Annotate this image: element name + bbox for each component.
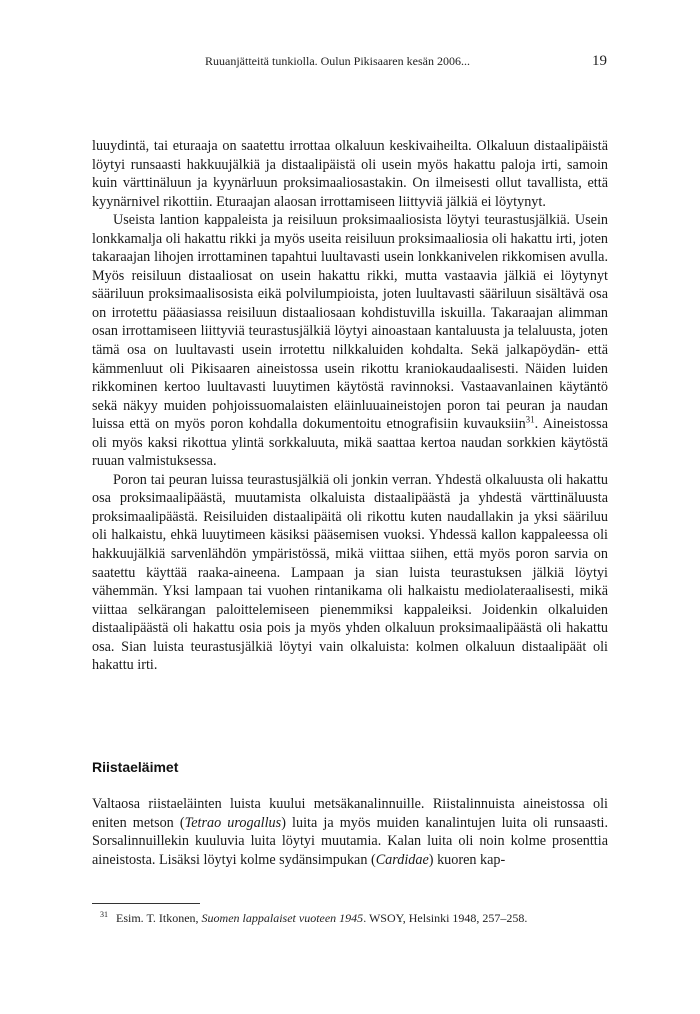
footnote-divider bbox=[92, 903, 200, 904]
paragraph-4-c: ) kuoren kap- bbox=[428, 851, 506, 868]
paragraph-2-end: . Aineistossa oli myös kaksi rikottua ylintä sorkkaluuta, mikä saattaa kertoa naudan sorkkien käytöstä ruuan valmistuksessa. bbox=[92, 416, 609, 470]
body-text bbox=[92, 137, 608, 675]
species-name-1: Tetrao urogallus bbox=[184, 814, 282, 831]
paragraph-4-a: Valtaosa riistaeläinten luista kuului metsäkanalinnuille. Riistalinnuista aineistossa oli eniten metson ( bbox=[92, 796, 608, 831]
species-name-2: Cardidae bbox=[375, 851, 429, 868]
paragraph-1: luuydintä, tai eturaaja on saatettu irrottaa olkaluun keskivaiheilta. Olkaluun distaalipäistä löytyi runsaasti hakkuujälkiä ja distaalipäistä oli usein myös hakattu paloja irti, samoin kuin värttinäluun ja kyynärluun proksimaaliosastakin. On ilmeisesti ollut tavallista, että kyynärnivel rikottiin. Eturaajan alaosan irrottamiseen liittyviä jälkiä ei löytynyt. bbox=[92, 138, 608, 210]
page-number: 19 bbox=[592, 53, 607, 69]
footnote bbox=[100, 911, 600, 926]
footnote-reference[interactable]: 31 bbox=[525, 414, 535, 425]
footnote-title: Suomen lappalaiset vuoteen 1945 bbox=[201, 911, 364, 925]
running-head: Ruuanjätteitä tunkiolla. Oulun Pikisaaren kesän 2006... bbox=[205, 54, 470, 68]
paragraph-2-start: Useista lantion kappaleista ja reisiluun proksimaaliosista löytyi teurastusjälkiä. Usein lonkkamalja oli hakattu rikki ja myös useita reisiluun proksimaaliosia oli hakattu irti, joten takaraajan lihojen irrottaminen tapahtui luultavasti usein lonkkanivelen rikkomisen avulla. Myös reisiluun distaaliosat on usein hakattu rikki, mutta vastaavia jälkiä ei löytynyt sääriluun proksimaalisosista eikä polvilumpioista, joten luultavasti sääriluun sisältävä osa on irrotettu pääasiassa reisiluun distaaliosaan kohdistuvilla iskuilla. Takaraajan alimman osan irrottamiseen liittyviä teurastusjälkiä löytyi ainoastaan kantaluusta ja telaluusta, joten tämä osa on luultavasti usein irrotettu nilkkaluiden kohdalta. Sekä jalkapöydän- että kämmenluut oli Pikisaaren aineistossa usein rikottu kraniokaudaalisesti. Näiden luiden rikkominen kertoo luultavasti luuytimen käytöstä ravinnoksi. Vastaavanlainen käytäntö sekä näkyy muiden pohjoissuomalaisten eläinluuaineistojen poron tai peuran ja naudan luissa että on myös poron kohdalla dokumentoitu etnografisiin kuvauksiin bbox=[92, 212, 608, 433]
paragraph-2 bbox=[92, 211, 608, 471]
paragraph-4-b: ) luita ja myös muiden kanalintujen luita oli runsaasti. Sorsalinnuillekin kuuluvia luita löytyi muutamia. Kalan luita oli noin kolme prosenttia aineistosta. Lisäksi löytyi kolme sydänsimpukan ( bbox=[92, 814, 609, 868]
paragraph-3: Poron tai peuran luissa teurastusjälkiä oli jonkin verran. Yhdestä olkaluusta oli hakattu osa proksimaalipäästä, muutamista olkaluista distaalipäästä ja yhdestä värttinäluusta proksimaalipäästä. Reisiluiden distaalipäitä oli rikottu kuten naudallakin ja yksi sääriluu oli halkaistu, ehkä luuytimeen käsiksi pääsemisen vuoksi. Yhdessä kallon kappaleessa oli hakkuujälkiä sarvenlähdön ympäristössä, mikä viittaa siihen, että myös poron sarvia on saatettu käyttää raaka-aineena. Lampaan ja sian luista teurastuksen jälkiä löytyi vähemmän. Yksi lampaan tai vuohen rintanikama oli halkaistu mediolateraalisesti, mikä viittaa selkärangan paloittelemiseen pienemmiksi kappaleiksi. Joidenkin olkaluiden distaalipäästä oli hakattu osia pois ja myös yhden olkaluun proksimaalipäästä oli hakattu osa. Sian luista teurastusjälkiä löytyi vain olkaluista: kolmen olkaluun distaalipäät oli hakattu irti. bbox=[92, 471, 608, 674]
paragraph-4 bbox=[92, 795, 608, 869]
body-text-section bbox=[92, 795, 608, 869]
footnote-text-b: . WSOY, Helsinki 1948, 257–258. bbox=[363, 911, 528, 925]
footnote-number: 31 bbox=[100, 910, 108, 919]
footnote-text-a: Esim. T. Itkonen, bbox=[116, 911, 202, 925]
section-heading: Riistaeläimet bbox=[92, 759, 179, 775]
